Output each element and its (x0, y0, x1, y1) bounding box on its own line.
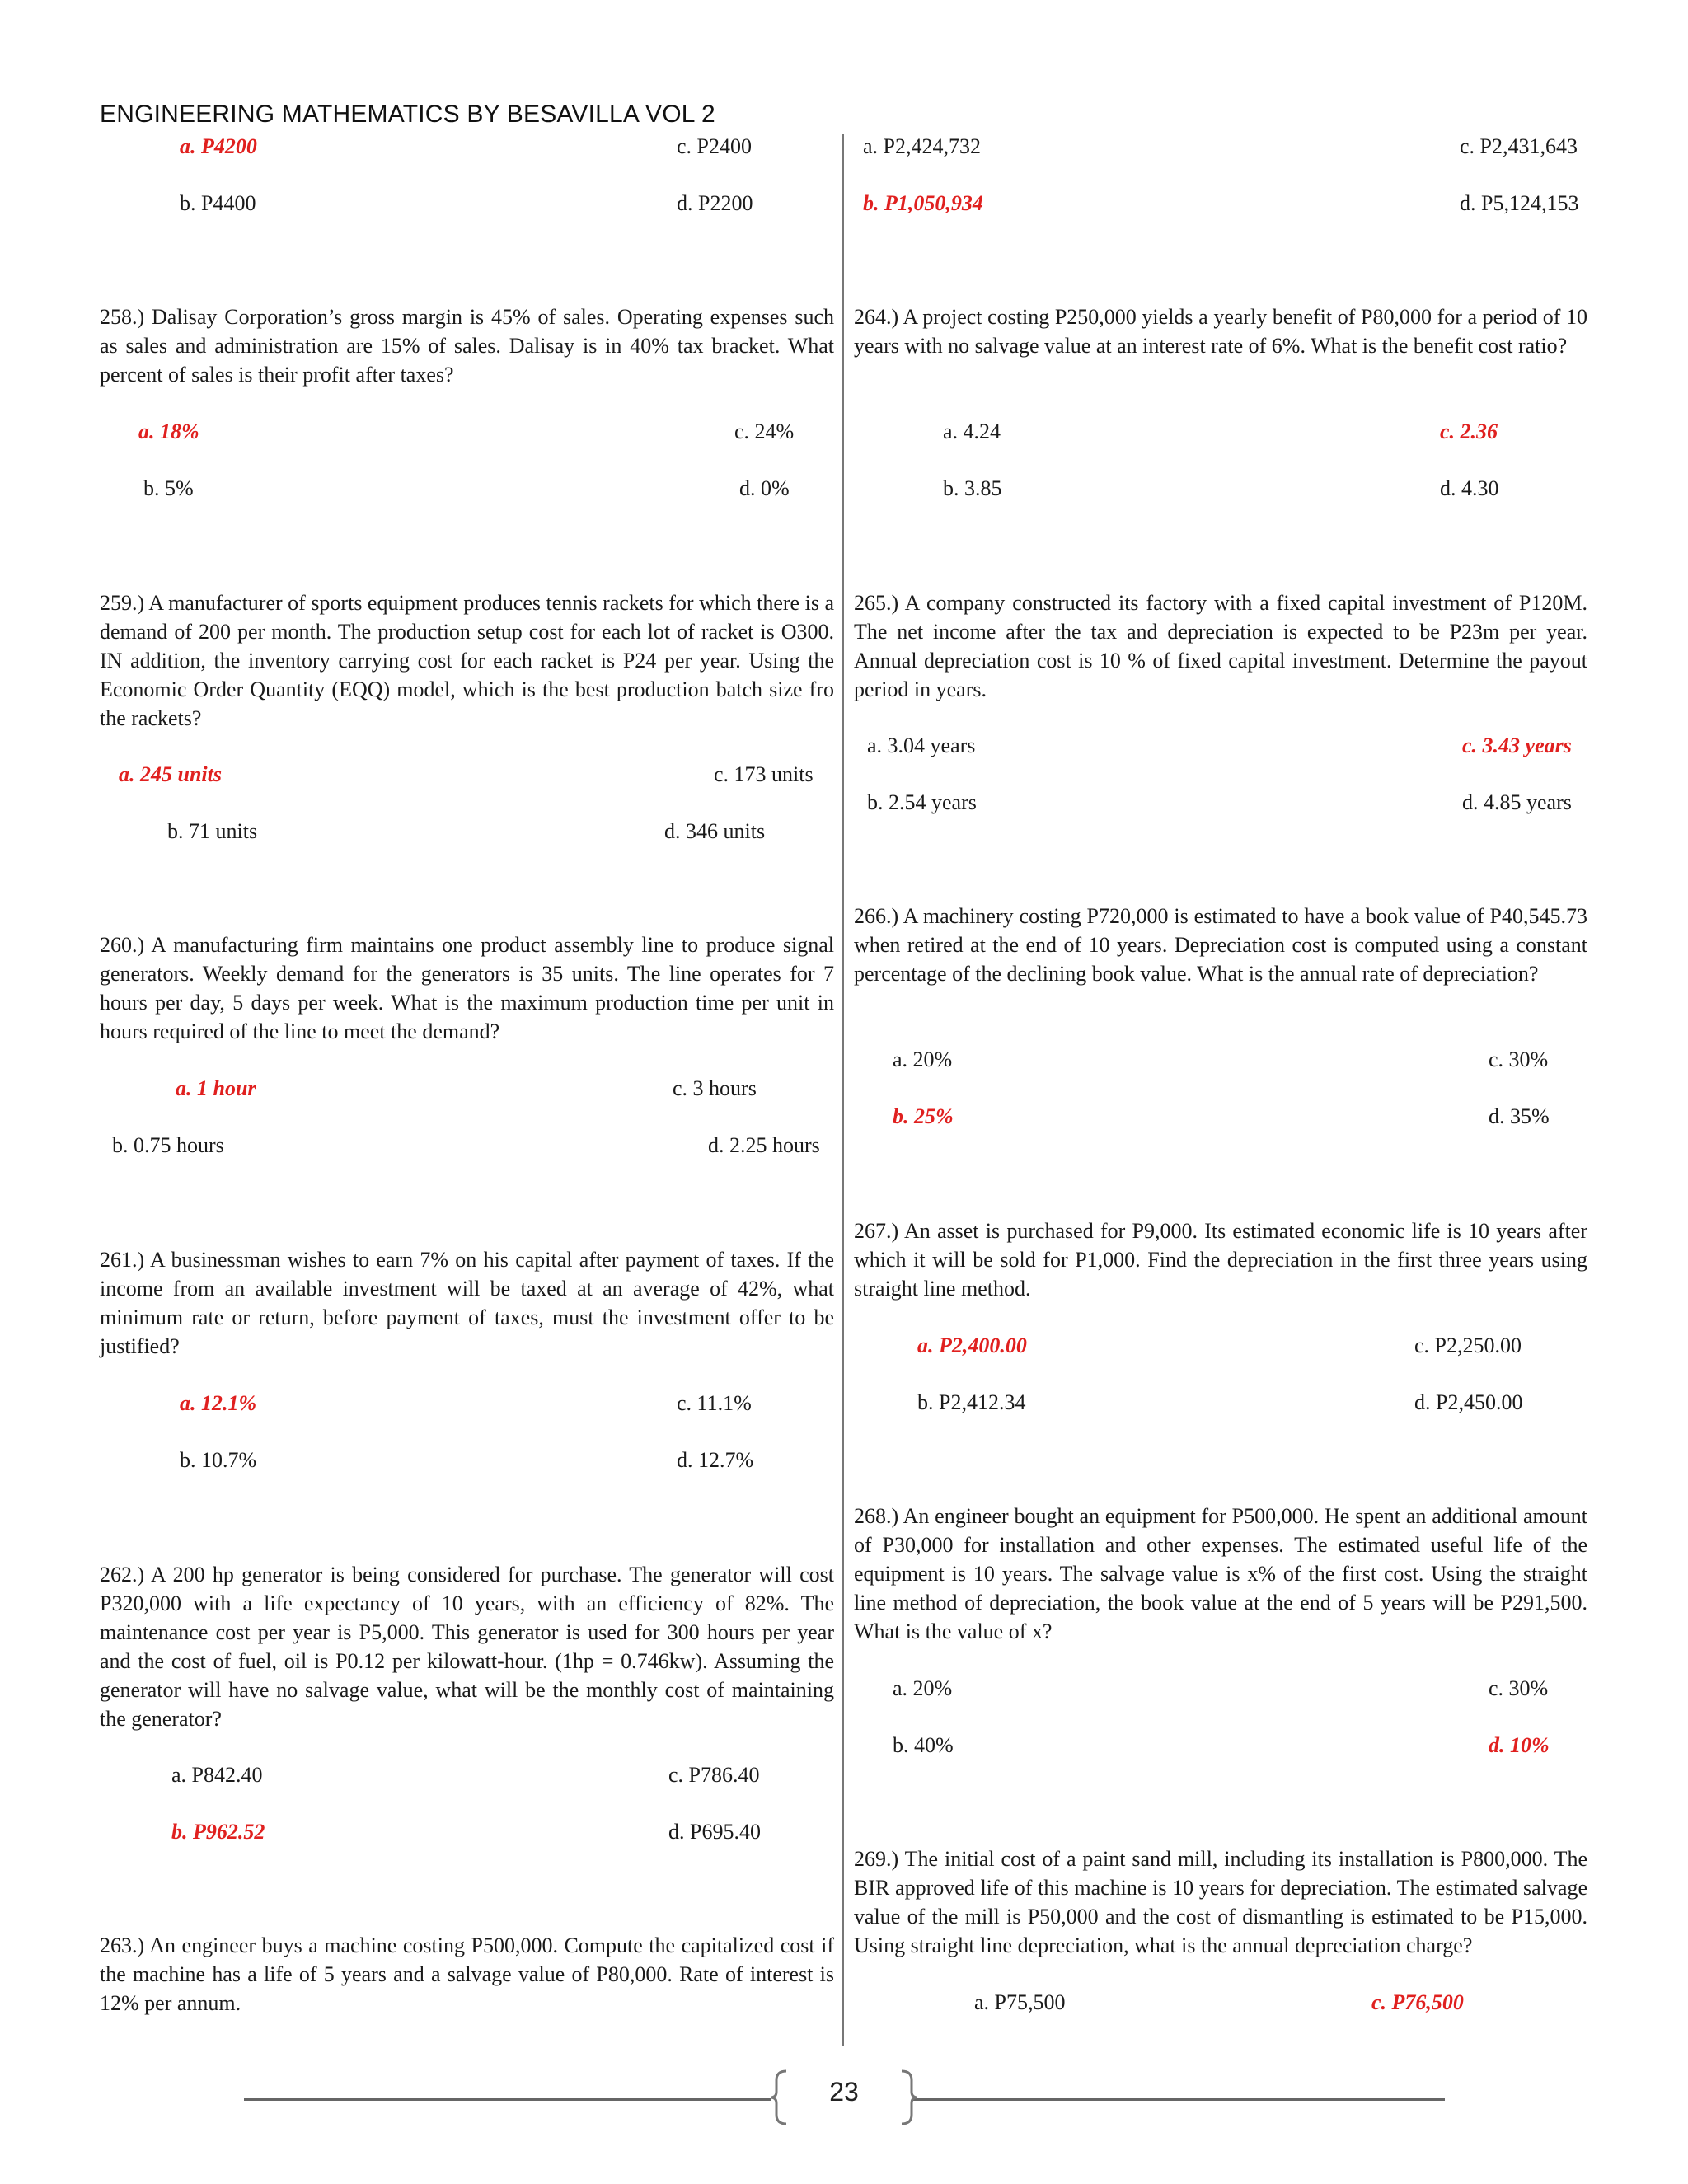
q266-option-a: a. 20% (893, 1047, 953, 1071)
question-268-text: 268.) An engineer bought an equipment for P500,000. He spent an additional amount of P30,000 for installation and other expenses. The estimated useful life of the equipment is 10 years. The salvage value is x% of the first cost. Using the straight line method of depreciation, the book value at the end of 5 years will be P291,500. What is the value of x? (854, 1504, 1587, 1643)
q261-option-c: c. 11.1% (677, 1391, 752, 1415)
footer-rule-left (244, 2098, 771, 2101)
question-265-text: 265.) A company constructed its factory with a fixed capital investment of P120M. The net income after the tax and depreciation is expected to be P23m per year. Annual depreciation cost is 10 % of fixed capital investment. Determine the payout period in years. (854, 591, 1587, 701)
q268-option-d: d. 10% (1489, 1733, 1550, 1757)
q261-option-b: b. 10.7% (180, 1448, 257, 1472)
option-b: b. P1,050,934 (863, 191, 983, 215)
right-brace-icon (898, 2069, 920, 2126)
page-header-title: ENGINEERING MATHEMATICS BY BESAVILLA VOL 2 (100, 101, 715, 128)
q269-option-a: a. P75,500 (974, 1990, 1066, 2014)
q268-option-b: b. 40% (893, 1733, 954, 1757)
q258-option-d: d. 0% (739, 476, 790, 500)
q262-option-d: d. P695.40 (668, 1820, 761, 1844)
q258-option-c: c. 24% (734, 419, 795, 443)
q262-option-a: a. P842.40 (171, 1763, 263, 1787)
question-262-text: 262.) A 200 hp generator is being considered for purchase. The generator will cost P320,000 with a life expectancy of 10 years, with an efficiency of 82%. The maintenance cost per year is P5,000. This generator is used for 300 hours per year and the cost of fuel, oil is P0.12 per kilowatt-hour. (1hp = 0.746kw). Assuming the generator will have no salvage value, what will be the monthly cost of maintaining the generator? (100, 1563, 834, 1731)
question-261-text: 261.) A businessman wishes to earn 7% on his capital after payment of taxes. If the income from an available investment will be taxed at an average of 42%, what minimum rate or return, before payment of taxes, must the investment offer to be justified? (100, 1248, 834, 1358)
q258-option-a: a. 18% (138, 419, 199, 443)
question-260-text: 260.) A manufacturing firm maintains one product assembly line to produce signal generators. Weekly demand for the generators is 35 units. The line operates for 7 hours per day, 5 days per week. What is the maximum production time per unit in hours required of the line to meet the demand? (100, 933, 834, 1043)
q259-option-b: b. 71 units (167, 819, 258, 843)
question-264-text: 264.) A project costing P250,000 yields a yearly benefit of P80,000 for a period of 10 years with no salvage value at an interest rate of 6%. What is the benefit cost ratio? (854, 305, 1587, 358)
column-divider (842, 134, 844, 2046)
option-a: a. P4200 (180, 134, 257, 158)
q267-option-b: b. P2,412.34 (917, 1390, 1026, 1414)
q260-option-d: d. 2.25 hours (708, 1133, 820, 1157)
q259-option-a: a. 245 units (119, 762, 222, 786)
q268-option-a: a. 20% (893, 1676, 953, 1700)
option-a: a. P2,424,732 (863, 134, 981, 158)
left-brace-icon (768, 2069, 790, 2126)
question-263-text: 263.) An engineer buys a machine costing P500,000. Compute the capitalized cost if the machine has a life of 5 years and a salvage value of P80,000. Rate of interest is 12% per annum. (100, 1933, 834, 2015)
q266-option-d: d. 35% (1489, 1104, 1550, 1128)
footer-rule-right (913, 2098, 1445, 2101)
q268-option-c: c. 30% (1489, 1676, 1549, 1700)
q264-option-b: b. 3.85 (943, 476, 1002, 500)
q265-option-b: b. 2.54 years (867, 790, 977, 814)
q267-option-a: a. P2,400.00 (917, 1333, 1027, 1357)
q265-option-c: c. 3.43 years (1462, 733, 1572, 757)
q258-option-b: b. 5% (143, 476, 194, 500)
q262-option-b: b. P962.52 (171, 1820, 265, 1844)
question-259-text: 259.) A manufacturer of sports equipment produces tennis rackets for which there is a demand of 200 per month. The production setup cost for each lot of racket is O300. IN addition, the inventory carrying cost for each racket is P24 per year. Using the Economic Order Quantity (EQQ) model, which is the best production batch size fro the rackets? (100, 591, 834, 730)
option-d: d. P2200 (677, 191, 753, 215)
q265-option-a: a. 3.04 years (867, 733, 976, 757)
option-b: b. P4400 (180, 191, 256, 215)
option-c: c. P2400 (677, 134, 752, 158)
question-269-text: 269.) The initial cost of a paint sand mill, including its installation is P800,000. The BIR approved life of this machine is 10 years for depreciation. The estimated salvage value of the mill is P50,000 and the cost of dismantling is estimated to be P15,000. Using straight line depreciation, what is the annual depreciation charge? (854, 1847, 1587, 1957)
q261-option-a: a. 12.1% (180, 1391, 257, 1415)
option-c: c. P2,431,643 (1460, 134, 1578, 158)
q261-option-d: d. 12.7% (677, 1448, 754, 1472)
q266-option-c: c. 30% (1489, 1047, 1549, 1071)
q260-option-c: c. 3 hours (673, 1076, 757, 1100)
q269-option-c: c. P76,500 (1372, 1990, 1464, 2014)
page-number: 23 (829, 2077, 859, 2107)
q264-option-a: a. 4.24 (943, 419, 1001, 443)
q262-option-c: c. P786.40 (668, 1763, 760, 1787)
q265-option-d: d. 4.85 years (1462, 790, 1572, 814)
q267-option-d: d. P2,450.00 (1414, 1390, 1523, 1414)
q259-option-c: c. 173 units (714, 762, 814, 786)
q260-option-b: b. 0.75 hours (112, 1133, 224, 1157)
q264-option-c: c. 2.36 (1440, 419, 1498, 443)
q267-option-c: c. P2,250.00 (1414, 1333, 1522, 1357)
q266-option-b: b. 25% (893, 1104, 954, 1128)
question-266-text: 266.) A machinery costing P720,000 is estimated to have a book value of P40,545.73 when retired at the end of 10 years. Depreciation cost is computed using a constant percentage of the declining book value. What is the annual rate of depreciation? (854, 904, 1587, 986)
q259-option-d: d. 346 units (664, 819, 766, 843)
q264-option-d: d. 4.30 (1440, 476, 1499, 500)
question-267-text: 267.) An asset is purchased for P9,000. Its estimated economic life is 10 years after which it will be sold for P1,000. Find the depreciation in the first three years using straight line method. (854, 1219, 1587, 1301)
q260-option-a: a. 1 hour (176, 1076, 256, 1100)
option-d: d. P5,124,153 (1460, 191, 1579, 215)
question-258-text: 258.) Dalisay Corporation’s gross margin is 45% of sales. Operating expenses such as sales and administration are 15% of sales. Dalisay is in 40% tax bracket. What percent of sales is their profit after taxes? (100, 305, 834, 387)
